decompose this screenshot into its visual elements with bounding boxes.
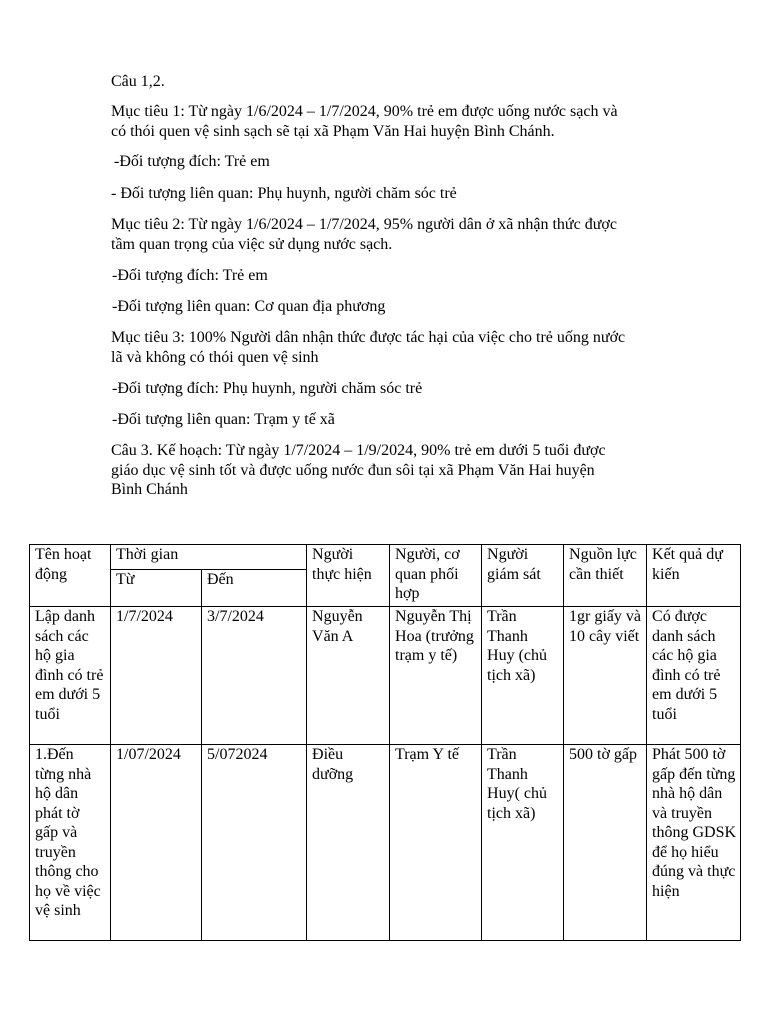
objective-1: Mục tiêu 1: Từ ngày 1/6/2024 – 1/7/2024, 90% trẻ em được uống nước sạch và có thói quen vệ sinh sạch sẽ tại xã Phạm Văn Hai huyện Bình Chánh. [111, 103, 618, 140]
objective-3-target: -Đối tượng đích: Phụ huynh, người chăm sóc trẻ [112, 380, 423, 397]
heading-question-1-2: Câu 1,2. [111, 73, 165, 90]
question-3-plan: Câu 3. Kế hoạch: Từ ngày 1/7/2024 – 1/9/2024, 90% trẻ em dưới 5 tuổi được giáo dục vệ sinh tốt và được uống nước đun sôi tại xã Phạm Văn Hai huyện Bình Chánh [111, 442, 606, 498]
objective-1-target: -Đối tượng đích: Trẻ em [114, 153, 270, 170]
cell-supervisor: Trần Thanh Huy( chủ tịch xã) [482, 745, 564, 941]
cell-activity: 1.Đến từng nhà hộ dân phát tờ gấp và truyền thông cho họ về việc vệ sinh [30, 745, 111, 941]
header-to: Đến [202, 570, 307, 607]
cell-resources: 1gr giấy và 10 cây viết [564, 607, 647, 745]
objective-3: Mục tiêu 3: 100% Người dân nhận thức được tác hại của việc cho trẻ uống nước lã và không có thói quen vệ sinh [111, 329, 626, 366]
header-activity: Tên hoạt động [30, 545, 111, 607]
cell-from: 1/07/2024 [111, 745, 202, 941]
cell-executor: Nguyễn Văn A [307, 607, 390, 745]
header-resources: Nguồn lực cần thiết [564, 545, 647, 607]
table-header-row [30, 545, 741, 570]
header-coordinator: Người, cơ quan phối hợp [390, 545, 482, 607]
header-executor: Người thực hiện [307, 545, 390, 607]
cell-supervisor: Trần Thanh Huy (chủ tịch xã) [482, 607, 564, 745]
plan-table [29, 544, 741, 941]
cell-from: 1/7/2024 [111, 607, 202, 745]
objective-2-target: -Đối tượng đích: Trẻ em [112, 267, 268, 284]
objective-1-related: - Đối tượng liên quan: Phụ huynh, người chăm sóc trẻ [111, 185, 457, 202]
cell-to: 5/072024 [202, 745, 307, 941]
header-expected: Kết quả dự kiến [647, 545, 741, 607]
cell-coordinator: Nguyễn Thị Hoa (trưởng trạm y tế) [390, 607, 482, 745]
header-from: Từ [111, 570, 202, 607]
cell-resources: 500 tờ gấp [564, 745, 647, 941]
cell-activity: Lập danh sách các hộ gia đình có trẻ em dưới 5 tuổi [30, 607, 111, 745]
cell-expected: Phát 500 tờ gấp đến từng nhà hộ dân và truyền thông GDSK để họ hiểu đúng và thực hiện [647, 745, 741, 941]
objective-2-related: -Đối tượng liên quan: Cơ quan địa phương [112, 298, 386, 315]
cell-expected: Có được danh sách các hộ gia đình có trẻ em dưới 5 tuổi [647, 607, 741, 745]
table-row [30, 607, 741, 745]
header-time: Thời gian [111, 545, 307, 570]
cell-to: 3/7/2024 [202, 607, 307, 745]
cell-coordinator: Trạm Y tế [390, 745, 482, 941]
header-supervisor: Người giám sát [482, 545, 564, 607]
objective-3-related: -Đối tượng liên quan: Trạm y tế xã [112, 411, 335, 428]
table-row [30, 745, 741, 941]
objective-2: Mục tiêu 2: Từ ngày 1/6/2024 – 1/7/2024, 95% người dân ở xã nhận thức được tầm quan trọng của việc sử dụng nước sạch. [111, 216, 617, 253]
cell-executor: Điều dưỡng [307, 745, 390, 941]
